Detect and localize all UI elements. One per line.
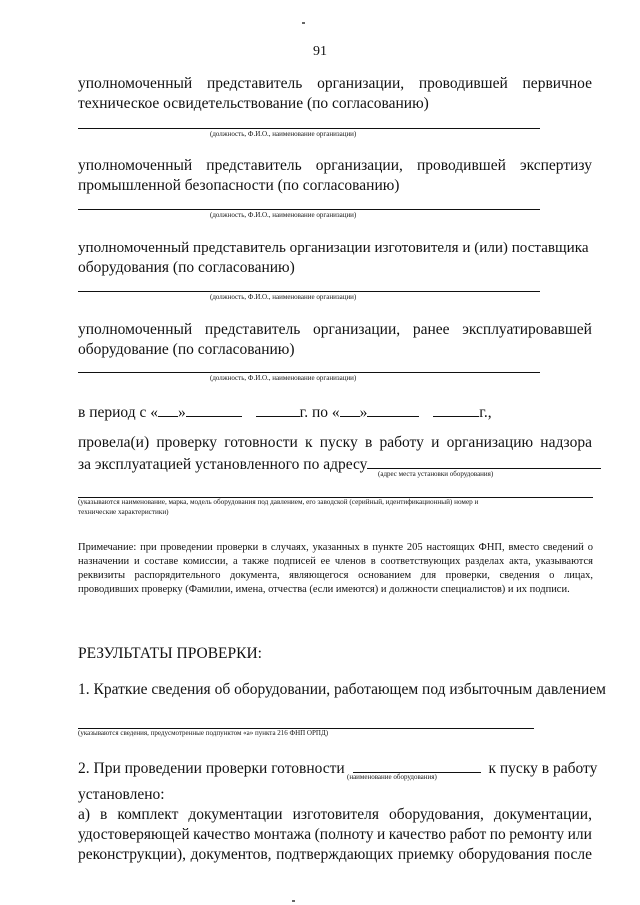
word: документов, [190, 846, 272, 863]
address-field[interactable] [367, 453, 601, 469]
item1-text: 1. Краткие сведения об оборудовании, работающем под избыточным давлением [78, 681, 606, 698]
word: экспертизу [519, 157, 592, 174]
equipment-caption [78, 498, 593, 517]
block2-caption: (должность, Ф.И.О., наименование организации) [210, 211, 357, 219]
period-start-month-field[interactable] [186, 401, 242, 417]
word: уполномоченный [78, 157, 193, 174]
word: готовности [224, 434, 298, 451]
period-start-day-field[interactable] [158, 401, 178, 417]
word: удостоверяющей [78, 826, 190, 843]
period-end-year-field[interactable] [433, 401, 479, 417]
equipment-caption-line1: (указываются наименование, марка, модель оборудования под давлением, его заводской (серийный, идентификационный) номер и [78, 498, 479, 506]
word: эксплуатировавшей [462, 321, 592, 338]
period-q1: » [177, 404, 186, 421]
equipment-name-field[interactable] [353, 757, 481, 773]
item1-caption: (указываются сведения, предусмотренные подпунктом «а» пункта 216 ФНП ОРПД) [78, 729, 329, 737]
period-end-day-field[interactable] [340, 401, 360, 417]
block4-caption: (должность, Ф.И.О., наименование организации) [210, 374, 357, 382]
inspection-line2 [78, 453, 592, 475]
period-line [78, 401, 592, 423]
word: представитель [204, 321, 301, 338]
word: надзора [540, 434, 592, 451]
word: проводившей [418, 75, 508, 92]
inspection-line1 [78, 433, 592, 453]
item2-suffix: к пуску в работу [488, 760, 598, 777]
word: документации [188, 806, 283, 823]
item2-prefix: 2. При проведении проверки готовности [78, 760, 345, 777]
word: документации, [493, 806, 592, 823]
word: (полноту [314, 826, 374, 843]
word: после [554, 846, 592, 863]
page-number: 91 [313, 44, 327, 59]
word: а) [78, 806, 91, 823]
word: и [431, 434, 440, 451]
word: организации, [315, 157, 403, 174]
equipment-caption-line2: технические характеристики) [78, 507, 169, 516]
item-a-line3 [78, 845, 592, 865]
word: уполномоченный [78, 75, 193, 92]
period-suffix: г., [479, 404, 492, 421]
block2-line1 [78, 156, 592, 176]
word: работу [379, 434, 424, 451]
word: ранее [412, 321, 450, 338]
word: качество [193, 826, 251, 843]
block4-line2: оборудование (по согласованию) [78, 341, 295, 358]
block1-line1 [78, 74, 592, 94]
word: представитель [206, 157, 302, 174]
word: организации, [317, 75, 405, 92]
established-label: установлено: [78, 786, 165, 803]
block2-line2: промышленной безопасности (по согласованию) [78, 177, 400, 194]
word: реконструкции), [78, 846, 187, 863]
block3-line2: оборудования (по согласованию) [78, 259, 295, 276]
block2-signature-line [78, 209, 540, 210]
item-a-line2 [78, 825, 592, 845]
word: представитель [206, 75, 303, 92]
results-heading: РЕЗУЛЬТАТЫ ПРОВЕРКИ: [78, 645, 262, 662]
item2-caption: (наименование оборудования) [347, 773, 437, 781]
inspection-address-label: за эксплуатацией установленного по адресу [78, 456, 368, 473]
block3-caption: (должность, Ф.И.О., наименование организации) [210, 293, 357, 301]
period-prefix: в период с « [78, 404, 158, 421]
word: или [567, 826, 592, 843]
word: комплект [117, 806, 179, 823]
word: работ [449, 826, 487, 843]
word: оборудования [458, 846, 550, 863]
word: качество [388, 826, 446, 843]
word: в [100, 806, 108, 823]
word: и [376, 826, 386, 843]
word: организации, [313, 321, 401, 338]
scan-mark [302, 22, 305, 24]
word: проводившей [416, 157, 506, 174]
word: первичное [522, 75, 592, 92]
item-a-line1 [78, 805, 592, 825]
block3-line1: уполномоченный представитель организации изготовителя и (или) поставщика [78, 240, 589, 256]
block1-line2: техническое освидетельствование (по согласованию) [78, 95, 429, 112]
block1-signature-line [78, 128, 540, 129]
word: к [305, 434, 313, 451]
scan-mark [292, 900, 295, 902]
word: ремонту [509, 826, 565, 843]
period-end-month-field[interactable] [367, 401, 419, 417]
word: по [489, 826, 506, 843]
period-start-year-field[interactable] [256, 401, 300, 417]
word: провела(и) [78, 434, 150, 451]
period-mid: г. по « [299, 404, 340, 421]
block4-signature-line [78, 372, 540, 373]
word: уполномоченный [78, 321, 193, 338]
word: монтажа [253, 826, 312, 843]
block3-signature-line [78, 291, 540, 292]
word: в [364, 434, 373, 451]
word: изготовителя [292, 806, 379, 823]
item2-line [78, 757, 598, 779]
period-q2: » [359, 404, 368, 421]
block1-caption: (должность, Ф.И.О., наименование организации) [210, 130, 357, 138]
word: проверку [156, 434, 218, 451]
word: пуску [319, 434, 358, 451]
word: приемку [397, 846, 454, 863]
word: подтверждающих [276, 846, 394, 863]
word: организацию [446, 434, 534, 451]
note-paragraph: Примечание: при проведении проверки в случаях, указанных в пункте 205 настоящих ФНП, вместо сведений о назначении и составе комиссии, а также подписей ее членов в соответствующих разделах акта, указываются реквизиты распорядительного документа, являющегося основанием для проверки, сведения о лицах, проводивших проверку (Фамилии, имена, отчества (если имеются) и должности специалистов) и их подписи. [78, 542, 593, 595]
word: оборудования, [388, 806, 484, 823]
block4-line1 [78, 320, 592, 340]
address-caption: (адрес места установки оборудования) [378, 470, 494, 478]
